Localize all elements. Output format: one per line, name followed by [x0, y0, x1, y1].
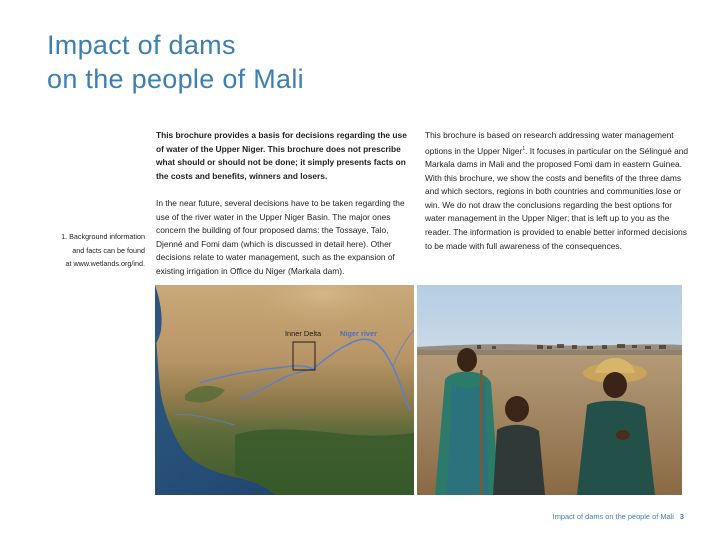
title-line-1: Impact of dams [47, 30, 236, 60]
satellite-map-image [155, 285, 414, 495]
children-photo [417, 285, 682, 495]
page-number: 3 [679, 512, 684, 521]
right-text-start: This brochure is based on research addressing water management options in the Upper Niger [425, 130, 674, 156]
footnote-marker: 1 [522, 145, 526, 152]
page-footer [553, 512, 684, 521]
right-column [425, 129, 693, 253]
footnote [56, 230, 145, 271]
body-paragraph: In the near future, several decisions have to be taken regarding the use of the river water in the Upper Niger Basin. The major ones concern the building of four proposed dams: the Tossaye, Talo, Djenné and Fomi dam (which is discussed in detail here). Other decisions relate to water management, such as the expansion of existing irrigation in Office du Niger (Markala dam). [156, 197, 405, 276]
right-text-end: . It focuses in particular on the Sélingué and Markala dams in Mali and the proposed Fomi dam in eastern Guinea. With this brochure, we show the costs and benefits of the three dams and which sectors, regions in both countries and communities lose or win. We do not draw the conclusions regarding the best options for water management in the Upper Niger; that is left up to you as the reader. The information is provided to enable better informed decisions to be made with full awareness of the consequences. [425, 145, 689, 251]
title-line-2: on the people of Mali [47, 64, 304, 94]
footnote-line-2: and facts can be found [72, 245, 145, 255]
footnote-line-1: 1. Background information [61, 232, 145, 241]
footer-text: Impact of dams on the people of Mali [552, 512, 674, 521]
page-title [47, 28, 304, 96]
map-label-inner-delta: Inner Delta [285, 329, 322, 338]
footnote-line-3: at www.wetlands.org/ind. [65, 259, 145, 269]
middle-column [156, 129, 414, 279]
intro-paragraph: This brochure provides a basis for decisions regarding the use of water of the Upper Niger. This brochure does not prescribe what should or should not be done; it simply presents facts on the costs and benefits, winners and losers. [156, 130, 407, 181]
right-paragraph [425, 129, 693, 253]
map-label-niger-river: Niger river [340, 329, 377, 338]
